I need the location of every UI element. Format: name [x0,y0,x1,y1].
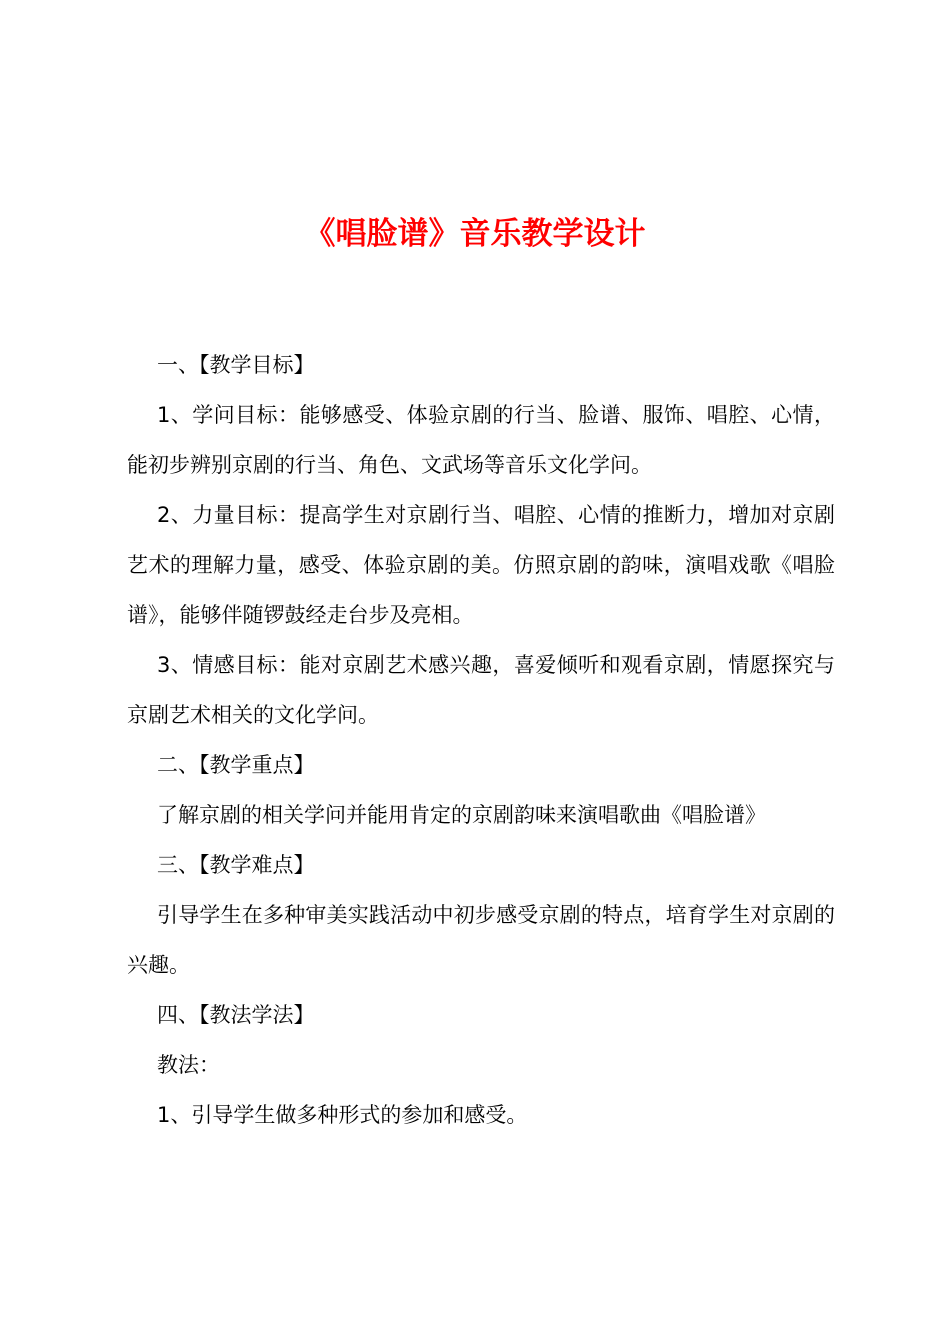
paragraph-difficulties: 引导学生在多种审美实践活动中初步感受京剧的特点，培育学生对京剧的兴趣。 [127,903,835,977]
paragraph-method-item-1: 1、引导学生做多种形式的参加和感受。 [157,1103,528,1127]
document-body [127,340,835,1140]
document-title: 《唱脸谱》音乐教学设计 [304,216,646,252]
paragraph-teaching-methods-label: 教法： [157,1053,220,1077]
section-heading-key-points: 二、【教学重点】 [157,753,315,777]
section-heading-objectives: 一、【教学目标】 [157,353,315,377]
paragraph-ability-goal: 2、力量目标：提高学生对京剧行当、唱腔、心情的推断力，增加对京剧艺术的理解力量，感受、体验京剧的美。仿照京剧的韵味，演唱戏歌《唱脸谱》，能够伴随锣鼓经走台步及亮相。 [127,503,835,627]
section-heading-difficulties: 三、【教学难点】 [157,853,315,877]
section-heading-methods: 四、【教法学法】 [157,1003,315,1027]
paragraph-knowledge-goal: 1、学问目标：能够感受、体验京剧的行当、脸谱、服饰、唱腔、心情，能初步辨别京剧的行当、角色、文武场等音乐文化学问。 [127,403,835,477]
paragraph-key-points: 了解京剧的相关学问并能用肯定的京剧韵味来演唱歌曲《唱脸谱》 [157,803,766,827]
paragraph-emotion-goal: 3、情感目标：能对京剧艺术感兴趣，喜爱倾听和观看京剧，情愿探究与京剧艺术相关的文化学问。 [127,653,835,727]
